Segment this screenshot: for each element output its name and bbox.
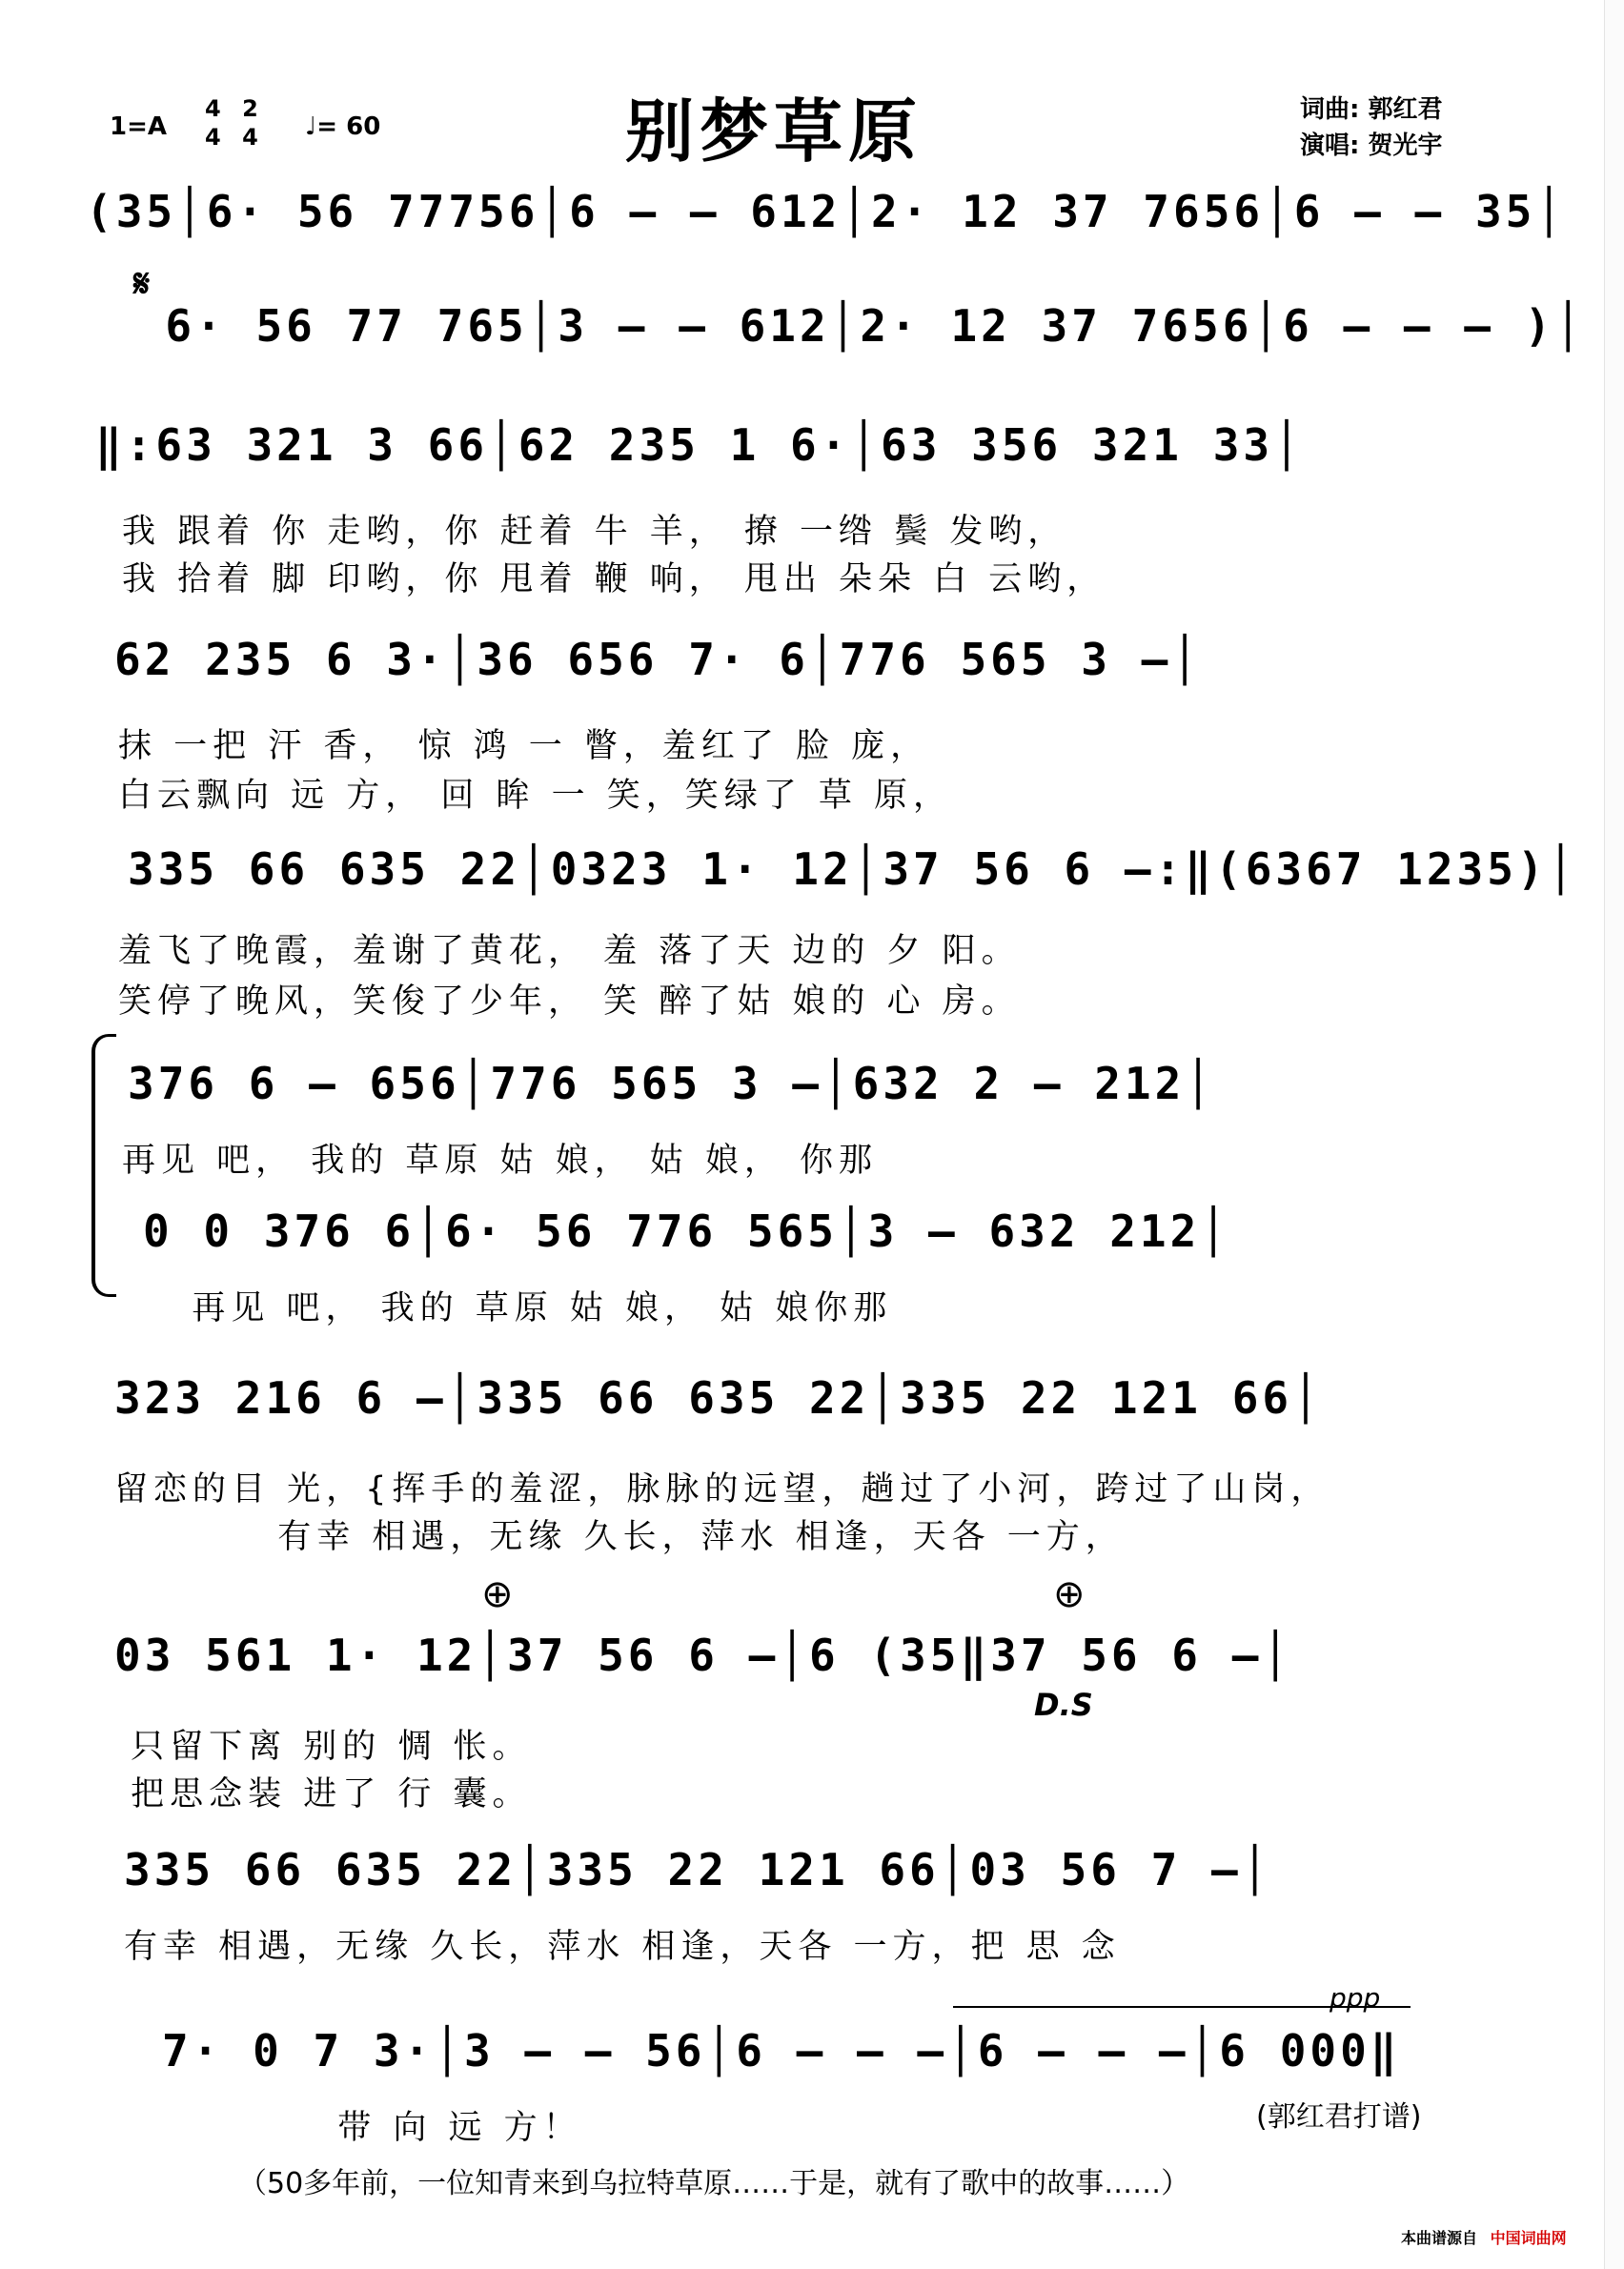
lyrics-system-11: 带 向 远 方！ (305, 2109, 582, 2147)
notes-system-2: 6· 56 77 765│3 – – 612│2· 12 37 7656│6 – – – )│ (105, 300, 1586, 352)
lyrics-system-10: 有幸 相遇，无缘 久长，萍水 相逢，天各 一方，把 思 念 (124, 1928, 1121, 1966)
time-signature-1: 4 4 (205, 95, 221, 151)
footer-site-link[interactable]: 中国词曲网 (1490, 2229, 1567, 2247)
time-signatures (205, 95, 272, 151)
footer-source-label: 本曲谱源自 (1401, 2229, 1478, 2247)
performer: 演唱: 贺光宇 (1300, 132, 1443, 160)
time-signature-2: 2 4 (242, 95, 258, 151)
segno-sign: 𝄋 (133, 262, 151, 306)
key-signature: 1=A (110, 112, 167, 141)
dal-segno-marking: D.S (1034, 1687, 1093, 1723)
side-watermark-strip (1604, 0, 1624, 2269)
notes-system-4: 62 235 6 3·│36 656 7· 6│776 565 3 –│ (114, 634, 1202, 685)
coda-sign-2: ⊕ (1053, 1572, 1086, 1616)
lyrics-system-9-verse-2: 把思念装 进了 行 囊。 (114, 1775, 532, 1813)
story-note: （50多年前，一位知青来到乌拉特草原……于是，就有了歌中的故事……） (238, 2167, 1190, 2200)
lyrics-system-3-verse-2: 我 拾着 脚 印哟，你 甩着 鞭 响， 甩出 朵朵 白 云哟， (122, 560, 1106, 598)
notes-system-3: ‖:63 321 3 66│62 235 1 6·│63 356 321 33│ (95, 419, 1304, 471)
lyrics-system-4-verse-2: 白云飘向 远 方， 回 眸 一 笑，笑绿了 草 原， (118, 777, 953, 815)
notes-system-7: 0 0 376 6│6· 56 776 565│3 – 632 212│ (143, 1205, 1230, 1257)
credits (1300, 91, 1442, 164)
tempo-marking: ♩= 60 (305, 112, 381, 141)
lyrics-system-9-verse-1: 只留下离 别的 惆 怅。 (114, 1728, 532, 1766)
footer-source (1401, 2226, 1567, 2248)
notes-system-9: 03 561 1· 12│37 56 6 –│6 (35‖37 56 6 –│ (114, 1630, 1293, 1681)
dynamic-ppp: ppp (1330, 1982, 1381, 2014)
lyrics-system-8-verse-2: 有幸 相遇，无缘 久长，萍水 相逢，天各 一方， (114, 1518, 1125, 1556)
lyrics-system-8-verse-1: 留恋的目 光，{挥手的羞涩，脉脉的远望，趟过了小河，跨过了山岗， (114, 1470, 1330, 1509)
coda-sign-1: ⊕ (481, 1572, 514, 1616)
lyrics-system-6: 再见 吧， 我的 草原 姑 娘， 姑 娘， 你那 (122, 1142, 879, 1180)
notes-system-8: 323 216 6 –│335 66 635 22│335 22 121 66│ (114, 1372, 1323, 1424)
lyrics-system-5-verse-2: 笑停了晚风，笑俊了少年， 笑 醉了姑 娘的 心 房。 (118, 983, 1021, 1021)
lyrics-system-5-verse-1: 羞飞了晚霞，羞谢了黄花， 羞 落了天 边的 夕 阳。 (118, 932, 1021, 970)
system-brace (91, 1034, 116, 1297)
lyrics-system-3-verse-1: 我 跟着 你 走哟，你 赶着 牛 羊， 撩 一绺 鬓 发哟， (122, 513, 1067, 551)
song-title: 别梦草原 (625, 91, 924, 172)
notes-system-5: 335 66 635 22│0323 1· 12│37 56 6 –:‖(6367 1235)│ (128, 843, 1578, 895)
lyrics-system-4-verse-1: 抹 一把 汗 香， 惊 鸿 一 瞥，羞红了 脸 庞， (118, 727, 930, 765)
lyricist-composer: 词曲: 郭红君 (1300, 95, 1443, 124)
score-header (0, 0, 1624, 172)
notes-system-6: 376 6 – 656│776 565 3 –│632 2 – 212│ (128, 1058, 1215, 1109)
notes-system-10: 335 66 635 22│335 22 121 66│03 56 7 –│ (124, 1844, 1272, 1895)
notes-system-11: 7· 0 7 3·│3 – – 56│6 – – –│6 – – –│6 000‖ (162, 2025, 1401, 2077)
notes-system-1: (35│6· 56 77756│6 – – 612│2· 12 37 7656│6 – – 35│ (86, 186, 1567, 237)
lyrics-system-7: 再见 吧， 我的 草原 姑 娘， 姑 娘你那 (143, 1289, 893, 1327)
transcriber-credit: (郭红君打谱) (1256, 2100, 1422, 2134)
